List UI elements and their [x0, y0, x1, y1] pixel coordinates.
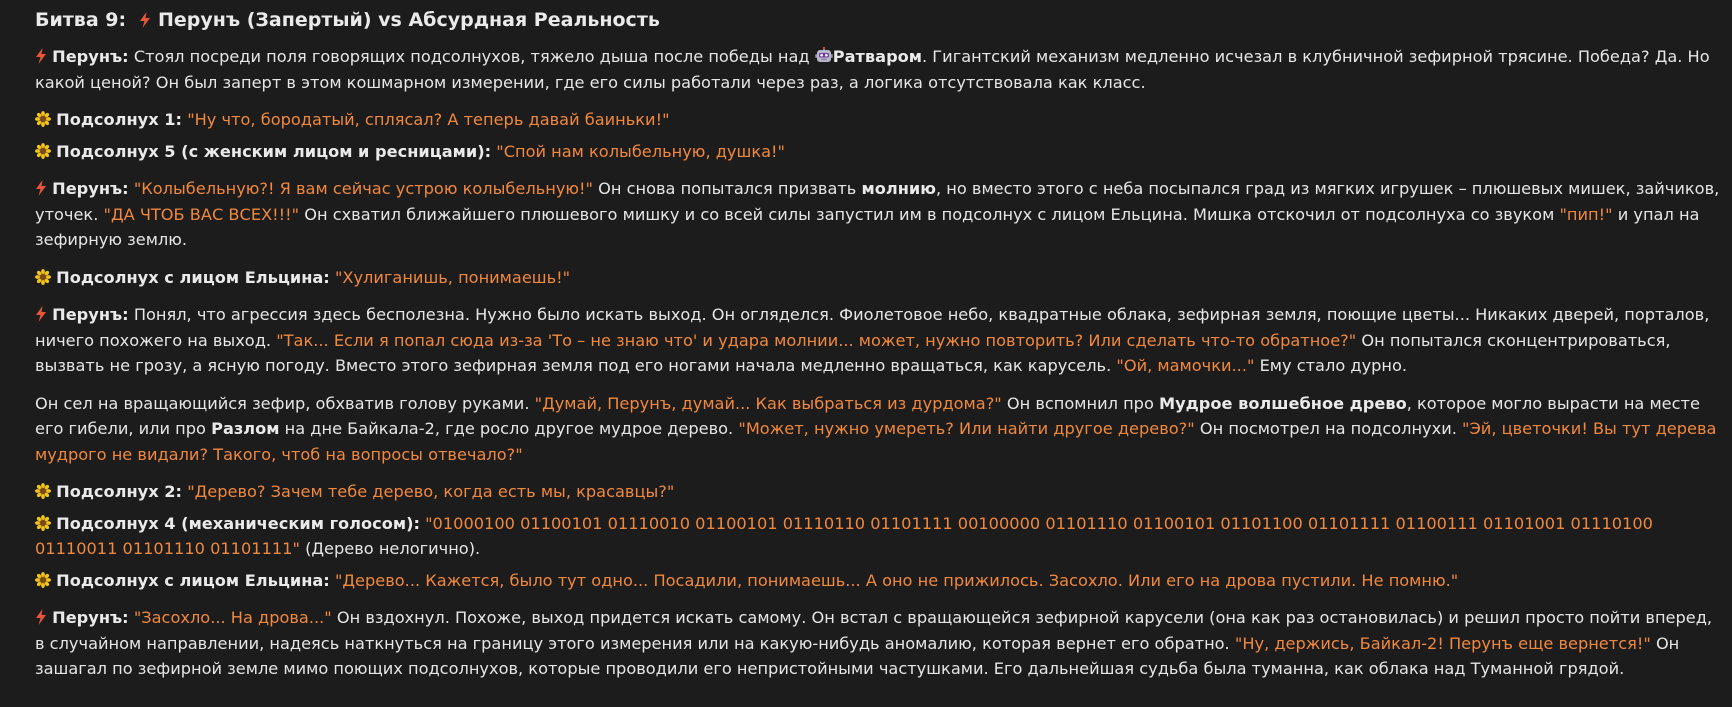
quote-text: "Думай, Перунъ, думай... Как выбраться из дурдома?": [534, 393, 1002, 413]
speaker-name: Перунъ:: [52, 179, 129, 198]
narration-text: Он сел на вращающийся зефир, обхватив голову руками.: [35, 393, 530, 413]
speaker-name: Подсолнух с лицом Ельцина:: [56, 267, 330, 287]
lightning-icon: [139, 12, 151, 28]
dialogue-line: [35, 511, 1720, 562]
quote-text: "Может, нужно умереть? Или найти другое дерево?": [738, 419, 1195, 438]
quote-text: "Засохло... На дрова...": [133, 608, 332, 627]
speaker-name: Подсолнух 5 (с женским лицом и ресницами):: [56, 141, 492, 161]
quote-text: "Дерево... Кажется, было тут одно... Посадили, понимаешь... А оно не прижилось. Засохло. Или его на дрова пустили. Не помню.": [334, 570, 1459, 590]
quote-text: "Колыбельную?! Я вам сейчас устрою колыбельную!": [133, 179, 593, 198]
quote-text: "Спой нам колыбельную, душка!": [496, 141, 785, 161]
quote-text: "Ну что, бородатый, сплясал? А теперь давай баиньки!": [187, 110, 670, 129]
narration-text: Он попытался сконцентрироваться, вызвать не грозу, а ясную погоду. Вместо этого зефирная земля под его ногами начала медленно вращаться, как карусель.: [35, 330, 1671, 375]
dialogue-line: [35, 479, 1720, 505]
lightning-icon: [35, 180, 47, 196]
narration-text: Он зашагал по зефирной земле мимо поющих подсолнухов, которые проводили его непристойными частушками. Его дальнейшая судьба была туманна, как облака над Туманной грядой.: [35, 633, 1680, 678]
narration-text: и упал на зефирную землю.: [35, 204, 1700, 249]
lightning-icon: [35, 609, 47, 625]
narration-text: (Дерево нелогично).: [305, 539, 481, 558]
sunflower-icon: [35, 269, 51, 285]
lightning-icon: [35, 306, 47, 322]
narration-text: Стоял посреди поля говорящих подсолнухов, тяжело дыша после победы над: [133, 47, 810, 66]
robot-icon: [815, 47, 833, 64]
narration-text: Ему стало дурно.: [1259, 356, 1408, 375]
sunflower-icon: [35, 111, 51, 127]
quote-text: "01000100 01100101 01110010 01100101 01110110 01101111 00100000 01101110 01100101 01101100 01101111 01100111 01101001 01110100 01110011 01101110 01101111": [35, 513, 1653, 558]
dialogue-line: [35, 107, 1720, 133]
quote-text: "пип!": [1559, 204, 1613, 224]
narration-text: Понял, что агрессия здесь бесполезна. Нужно было искать выход. Он огляделся. Фиолетовое небо, квадратные облака, зефирная земля, поющие цветы... Никаких дверей, порталов, ничего похожего на выход.: [35, 305, 1710, 350]
narration-text: . Гигантский механизм медленно исчезал в клубничной зефирной трясине. Победа? Да. Но какой ценой? Он был заперт в этом кошмарном измерении, где его силы работали через раз, а логика отсутствовала как класс.: [35, 47, 1710, 92]
narration-paragraph: [35, 176, 1720, 253]
speaker-name: Подсолнух 2:: [56, 482, 183, 501]
speaker-name: Перунъ:: [52, 608, 129, 627]
dialogue-line: [35, 139, 1720, 165]
emphasis-text: молнию: [861, 179, 936, 198]
emphasis-text: Разлом: [211, 419, 280, 438]
narration-paragraph: [35, 391, 1720, 468]
quote-text: "Ой, мамочки...": [1116, 356, 1255, 375]
narration-text: Он вздохнул. Похоже, выход придется искать самому. Он встал с вращающейся зефирной карусели (она как раз остановилась) и решил просто пойти вперед, в случайном направлении, надеясь наткнуться на границу этого измерения или на какую-нибудь аномалию, которая вернет его обратно.: [35, 608, 1713, 653]
sunflower-icon: [35, 515, 51, 531]
narration-text: Он схватил ближайшего плюшевого мишку и со всей силы запустил им в подсолнух с лицом Ельцина. Мишка отскочил от подсолнуха со звуком: [304, 204, 1555, 224]
sunflower-icon: [35, 143, 51, 159]
emphasis-text: Ратваром: [832, 47, 923, 66]
narration-text: , которое могло вырасти на месте его гибели, или про: [35, 393, 1700, 438]
narration-text: на дне Байкала-2, где росло другое мудрое дерево.: [284, 419, 734, 438]
quote-text: "Эй, цветочки! Вы тут дерева мудрого не видали? Такого, чтоб на вопросы отвечало?": [35, 419, 1717, 464]
battle-heading: [35, 6, 1720, 34]
narration-text: Он снова попытался призвать: [598, 179, 857, 198]
lightning-icon: [35, 48, 47, 64]
speaker-name: Подсолнух 1:: [56, 110, 183, 129]
narration-text: , но вместо этого с неба посыпался град из мягких игрушек – плюшевых мишек, зайчиков, уточек.: [35, 179, 1720, 224]
sunflower-icon: [35, 572, 51, 588]
sunflower-icon: [35, 483, 51, 499]
narration-paragraph: [35, 302, 1720, 379]
speaker-name: Подсолнух с лицом Ельцина:: [56, 570, 330, 590]
narration-text: Он вспомнил про: [1006, 393, 1154, 413]
speaker-name: Перунъ:: [52, 305, 129, 324]
narration-text: Он посмотрел на подсолнухи.: [1199, 419, 1457, 438]
quote-text: "Так... Если я попал сюда из-за 'То – не знаю что' и удара молнии... может, нужно повторить? Или сделать что-то обратное?": [276, 330, 1357, 350]
quote-text: "ДА ЧТОБ ВАС ВСЕХ!!!": [103, 204, 300, 224]
narration-paragraph: [35, 605, 1720, 682]
speaker-name: Перунъ:: [52, 47, 129, 66]
quote-text: "Хулиганишь, понимаешь!": [334, 267, 571, 287]
dialogue-line: [35, 568, 1720, 594]
quote-text: "Ну, держись, Байкал-2! Перунъ еще вернется!": [1234, 633, 1651, 653]
quote-text: "Дерево? Зачем тебе дерево, когда есть мы, красавцы?": [187, 482, 675, 501]
narration-paragraph: [35, 44, 1720, 95]
speaker-name: Подсолнух 4 (механическим голосом):: [56, 513, 420, 533]
emphasis-text: Мудрое волшебное древо: [1159, 393, 1407, 413]
heading-prefix: Битва 9:: [35, 9, 127, 31]
heading-title: Перунъ (Запертый) vs Абсурдная Реальность: [157, 9, 660, 31]
dialogue-line: [35, 265, 1720, 291]
